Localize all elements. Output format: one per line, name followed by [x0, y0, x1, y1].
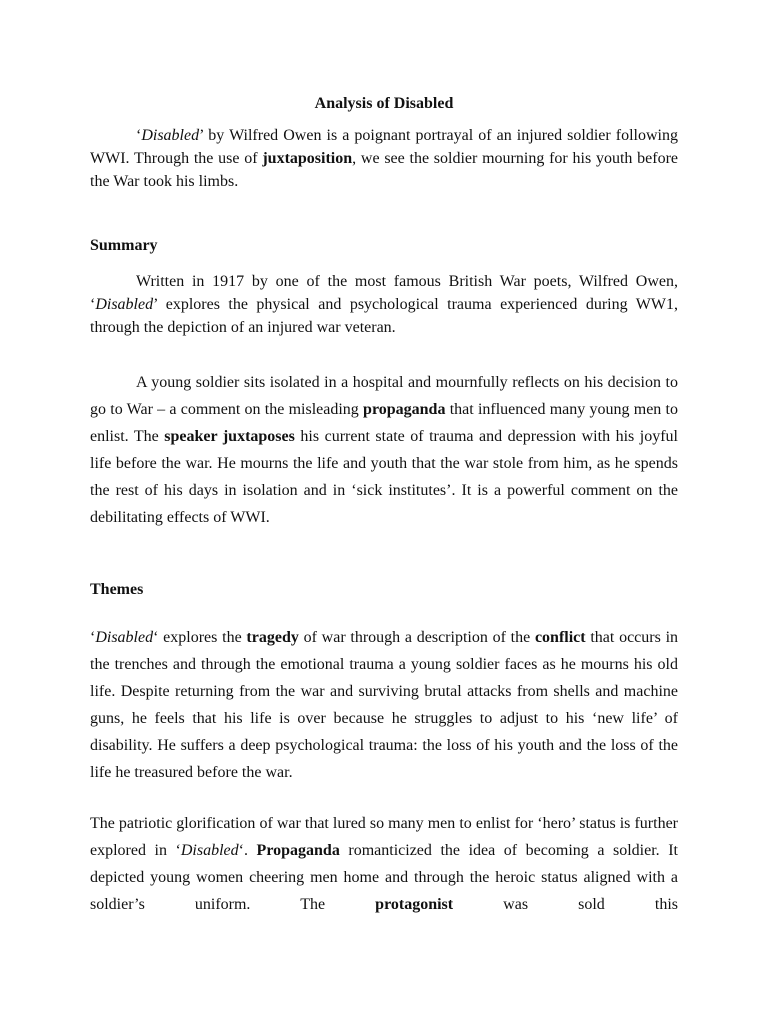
themes-text: romanticized the idea of becoming a soldier. It depicted young women cheering men home and through the heroic status aligned with a soldier’s uniform. The	[90, 842, 678, 913]
summary-paragraph-1	[90, 270, 678, 339]
themes-text: of war through a description of the	[298, 629, 535, 646]
italic-poem-title: Disabled	[95, 296, 154, 313]
bold-term: protagonist	[375, 896, 454, 913]
italic-poem-title: Disabled	[180, 842, 239, 859]
themes-text: ‘.	[238, 842, 257, 859]
themes-text-end: was sold this	[453, 896, 679, 913]
summary-text: that influenced many young men to enlist. The	[90, 401, 678, 445]
bold-term: juxtaposition	[262, 150, 353, 167]
intro-text: ’ by Wilfred Owen is a poignant portrayal of an injured soldier following WWI. Through the use of	[90, 127, 678, 167]
bold-term: tragedy	[246, 629, 299, 646]
bold-term: speaker juxtaposes	[164, 428, 295, 445]
themes-paragraph-2	[90, 810, 678, 918]
themes-heading: Themes	[90, 581, 144, 598]
themes-text-end: that occurs in the trenches and through the emotional trauma a young soldier faces as he mourns his old life. Despite returning from the war and surviving brutal attacks from shells and machine guns, he feels that his life is over because he struggles to adjust to his ‘new life’ of disability. He suffers a deep psychological trauma: the loss of his youth and the loss of the life he treasured before the war.	[90, 629, 679, 781]
summary-paragraph-2	[90, 369, 678, 531]
intro-text-end: , we see the soldier mourning for his youth before the War took his limbs.	[90, 150, 679, 190]
quote-mark: ‘	[90, 629, 96, 646]
themes-text: ‘ explores the	[153, 629, 247, 646]
themes-paragraph-1	[90, 624, 678, 786]
italic-poem-title: Disabled	[141, 127, 200, 144]
summary-text-end: ’ explores the physical and psychological trauma experienced during WW1, through the depiction of an injured war veteran.	[90, 296, 678, 336]
bold-term: propaganda	[363, 401, 446, 418]
summary-text-end: his current state of trauma and depression with his joyful life before the war. He mourns the life and youth that the war stole from him, as he spends the rest of his days in isolation and in ‘sick institutes’. It is a powerful comment on the debilitating effects of WWI.	[90, 428, 679, 526]
italic-poem-title: Disabled	[95, 629, 154, 646]
themes-text: The patriotic glorification of war that lured so many men to enlist for ‘hero’ status is further explored in ‘	[90, 815, 678, 859]
summary-text: A young soldier sits isolated in a hospital and mournfully reflects on his decision to go to War – a comment on the misleading	[90, 374, 678, 418]
quote-mark: ‘	[136, 127, 142, 144]
summary-heading: Summary	[90, 237, 158, 254]
bold-term: conflict	[534, 629, 586, 646]
intro-paragraph	[90, 124, 678, 193]
bold-term: Propaganda	[256, 842, 340, 859]
document-title: Analysis of Disabled	[314, 95, 454, 112]
summary-text: Written in 1917 by one of the most famous British War poets, Wilfred Owen, ‘	[90, 273, 678, 313]
